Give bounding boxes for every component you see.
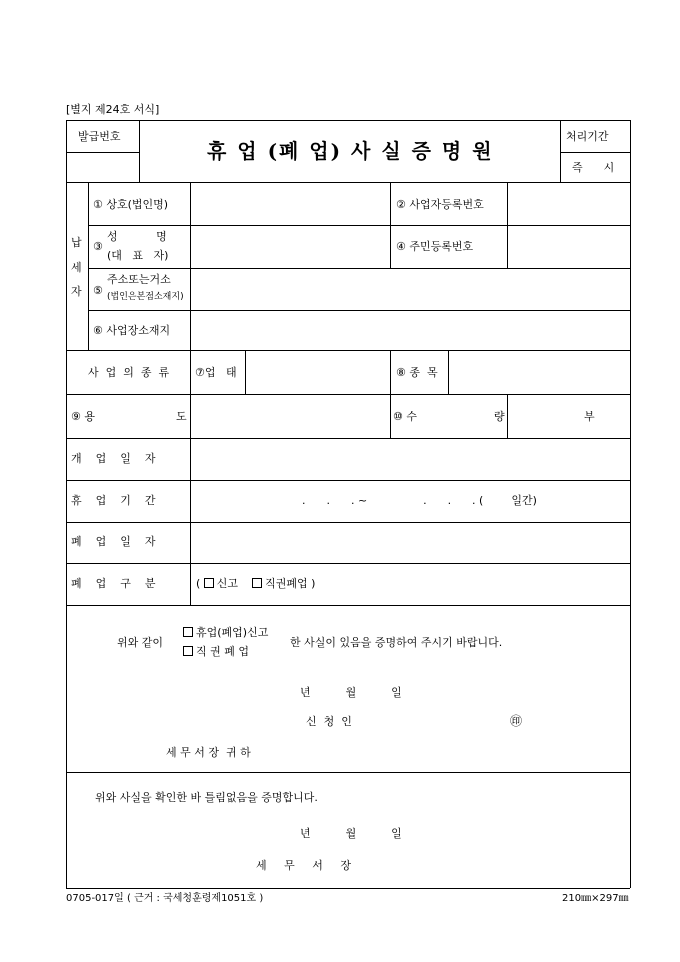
copies-unit: 부	[584, 410, 595, 423]
business-category-field[interactable]	[246, 351, 389, 393]
report-option-label: 신고	[216, 577, 239, 590]
applicant-label: 신 청 인	[306, 715, 352, 728]
quantity-label: ⑩ 수	[393, 410, 417, 423]
close-type-label: 폐 업 구 분	[71, 577, 156, 590]
open-date-label: 개 업 일 자	[71, 452, 156, 465]
open-date-field[interactable]	[191, 439, 629, 479]
resident-reg-no-label: ④ 주민등록번호	[396, 240, 474, 253]
quantity-label-end: 량	[494, 410, 505, 423]
rep-name-sublabel: (대 표 자)	[107, 249, 169, 262]
address-number: ⑤	[93, 284, 103, 297]
taxpayer-label-3: 자	[71, 285, 82, 298]
ex-officio-checkbox[interactable]	[252, 578, 262, 588]
usage-label-end: 도	[176, 410, 187, 423]
address-label: 주소또는거소	[107, 273, 171, 286]
trade-name-field[interactable]	[191, 183, 389, 224]
issue-number-label: 발급번호	[78, 130, 121, 143]
request-date[interactable]: 년 월 일	[300, 686, 402, 699]
taxpayer-label-1: 납	[71, 236, 82, 249]
addressee: 세 무 서 장 귀 하	[166, 746, 251, 759]
processing-period-value: 즉 시	[572, 161, 615, 174]
business-reg-no-field[interactable]	[508, 183, 629, 224]
address-sublabel: (법인은본점소재지)	[107, 292, 184, 302]
request-option-1	[183, 627, 268, 638]
closure-period-label: 휴 업 기 간	[71, 494, 156, 507]
closure-report-checkbox[interactable]	[183, 627, 193, 637]
business-location-field[interactable]	[191, 311, 629, 349]
certification-date: 년 월 일	[300, 827, 402, 840]
request-option-1-label: 휴업(폐업)신고	[196, 626, 269, 639]
request-statement: 한 사실이 있음을 증명하여 주시기 바랍니다.	[290, 636, 503, 649]
usage-field[interactable]	[191, 395, 389, 437]
business-type-label: 사 업 의 종 류	[88, 366, 170, 379]
close-date-field[interactable]	[191, 523, 629, 562]
resident-reg-no-field[interactable]	[508, 226, 629, 267]
trade-name-label: ① 상호(법인명)	[93, 198, 169, 211]
ex-officio-closure-checkbox[interactable]	[183, 646, 193, 656]
business-location-label: ⑥ 사업장소재지	[93, 324, 171, 337]
quantity-field[interactable]	[508, 395, 629, 437]
taxpayer-label-2: 세	[71, 261, 82, 274]
business-reg-no-label: ② 사업자등록번호	[396, 198, 484, 211]
usage-label: ⑨ 용	[71, 410, 95, 423]
document-title: 휴 업 (폐 업) 사 실 증 명 원	[207, 139, 494, 163]
ex-officio-option-label: 직권폐업 )	[265, 577, 316, 590]
request-option-2-label: 직 권 폐 업	[196, 645, 249, 658]
request-prefix: 위와 같이	[117, 636, 164, 649]
closure-period-value[interactable]: . . . ~ . . . ( 일간)	[302, 494, 537, 507]
close-date-label: 폐 업 일 자	[71, 535, 156, 548]
rep-name-number: ③	[93, 240, 103, 253]
footer-basis: 0705-017일 ( 근거 : 국세청훈령제1051호 )	[66, 893, 264, 904]
address-field[interactable]	[191, 269, 629, 309]
close-type-options: ( 신고 직권폐업 )	[196, 577, 316, 590]
seal-mark: ㊞	[510, 714, 523, 728]
request-option-2	[183, 646, 249, 657]
business-item-field[interactable]	[449, 351, 629, 393]
tax-office-head: 세 무 서 장	[256, 859, 351, 872]
business-item-label: ⑧ 종 목	[396, 366, 438, 379]
rep-name-label: 성 명	[107, 230, 167, 243]
report-checkbox[interactable]	[204, 578, 214, 588]
paper-size: 210㎜×297㎜	[562, 893, 629, 904]
certification-text: 위와 사실을 확인한 바 틀림없음을 증명합니다.	[95, 791, 318, 804]
form-label: [별지 제24호 서식]	[66, 103, 160, 116]
processing-period-label: 처리기간	[566, 130, 609, 143]
business-category-label: ⑦업 태	[195, 366, 237, 379]
rep-name-field[interactable]	[191, 226, 389, 267]
